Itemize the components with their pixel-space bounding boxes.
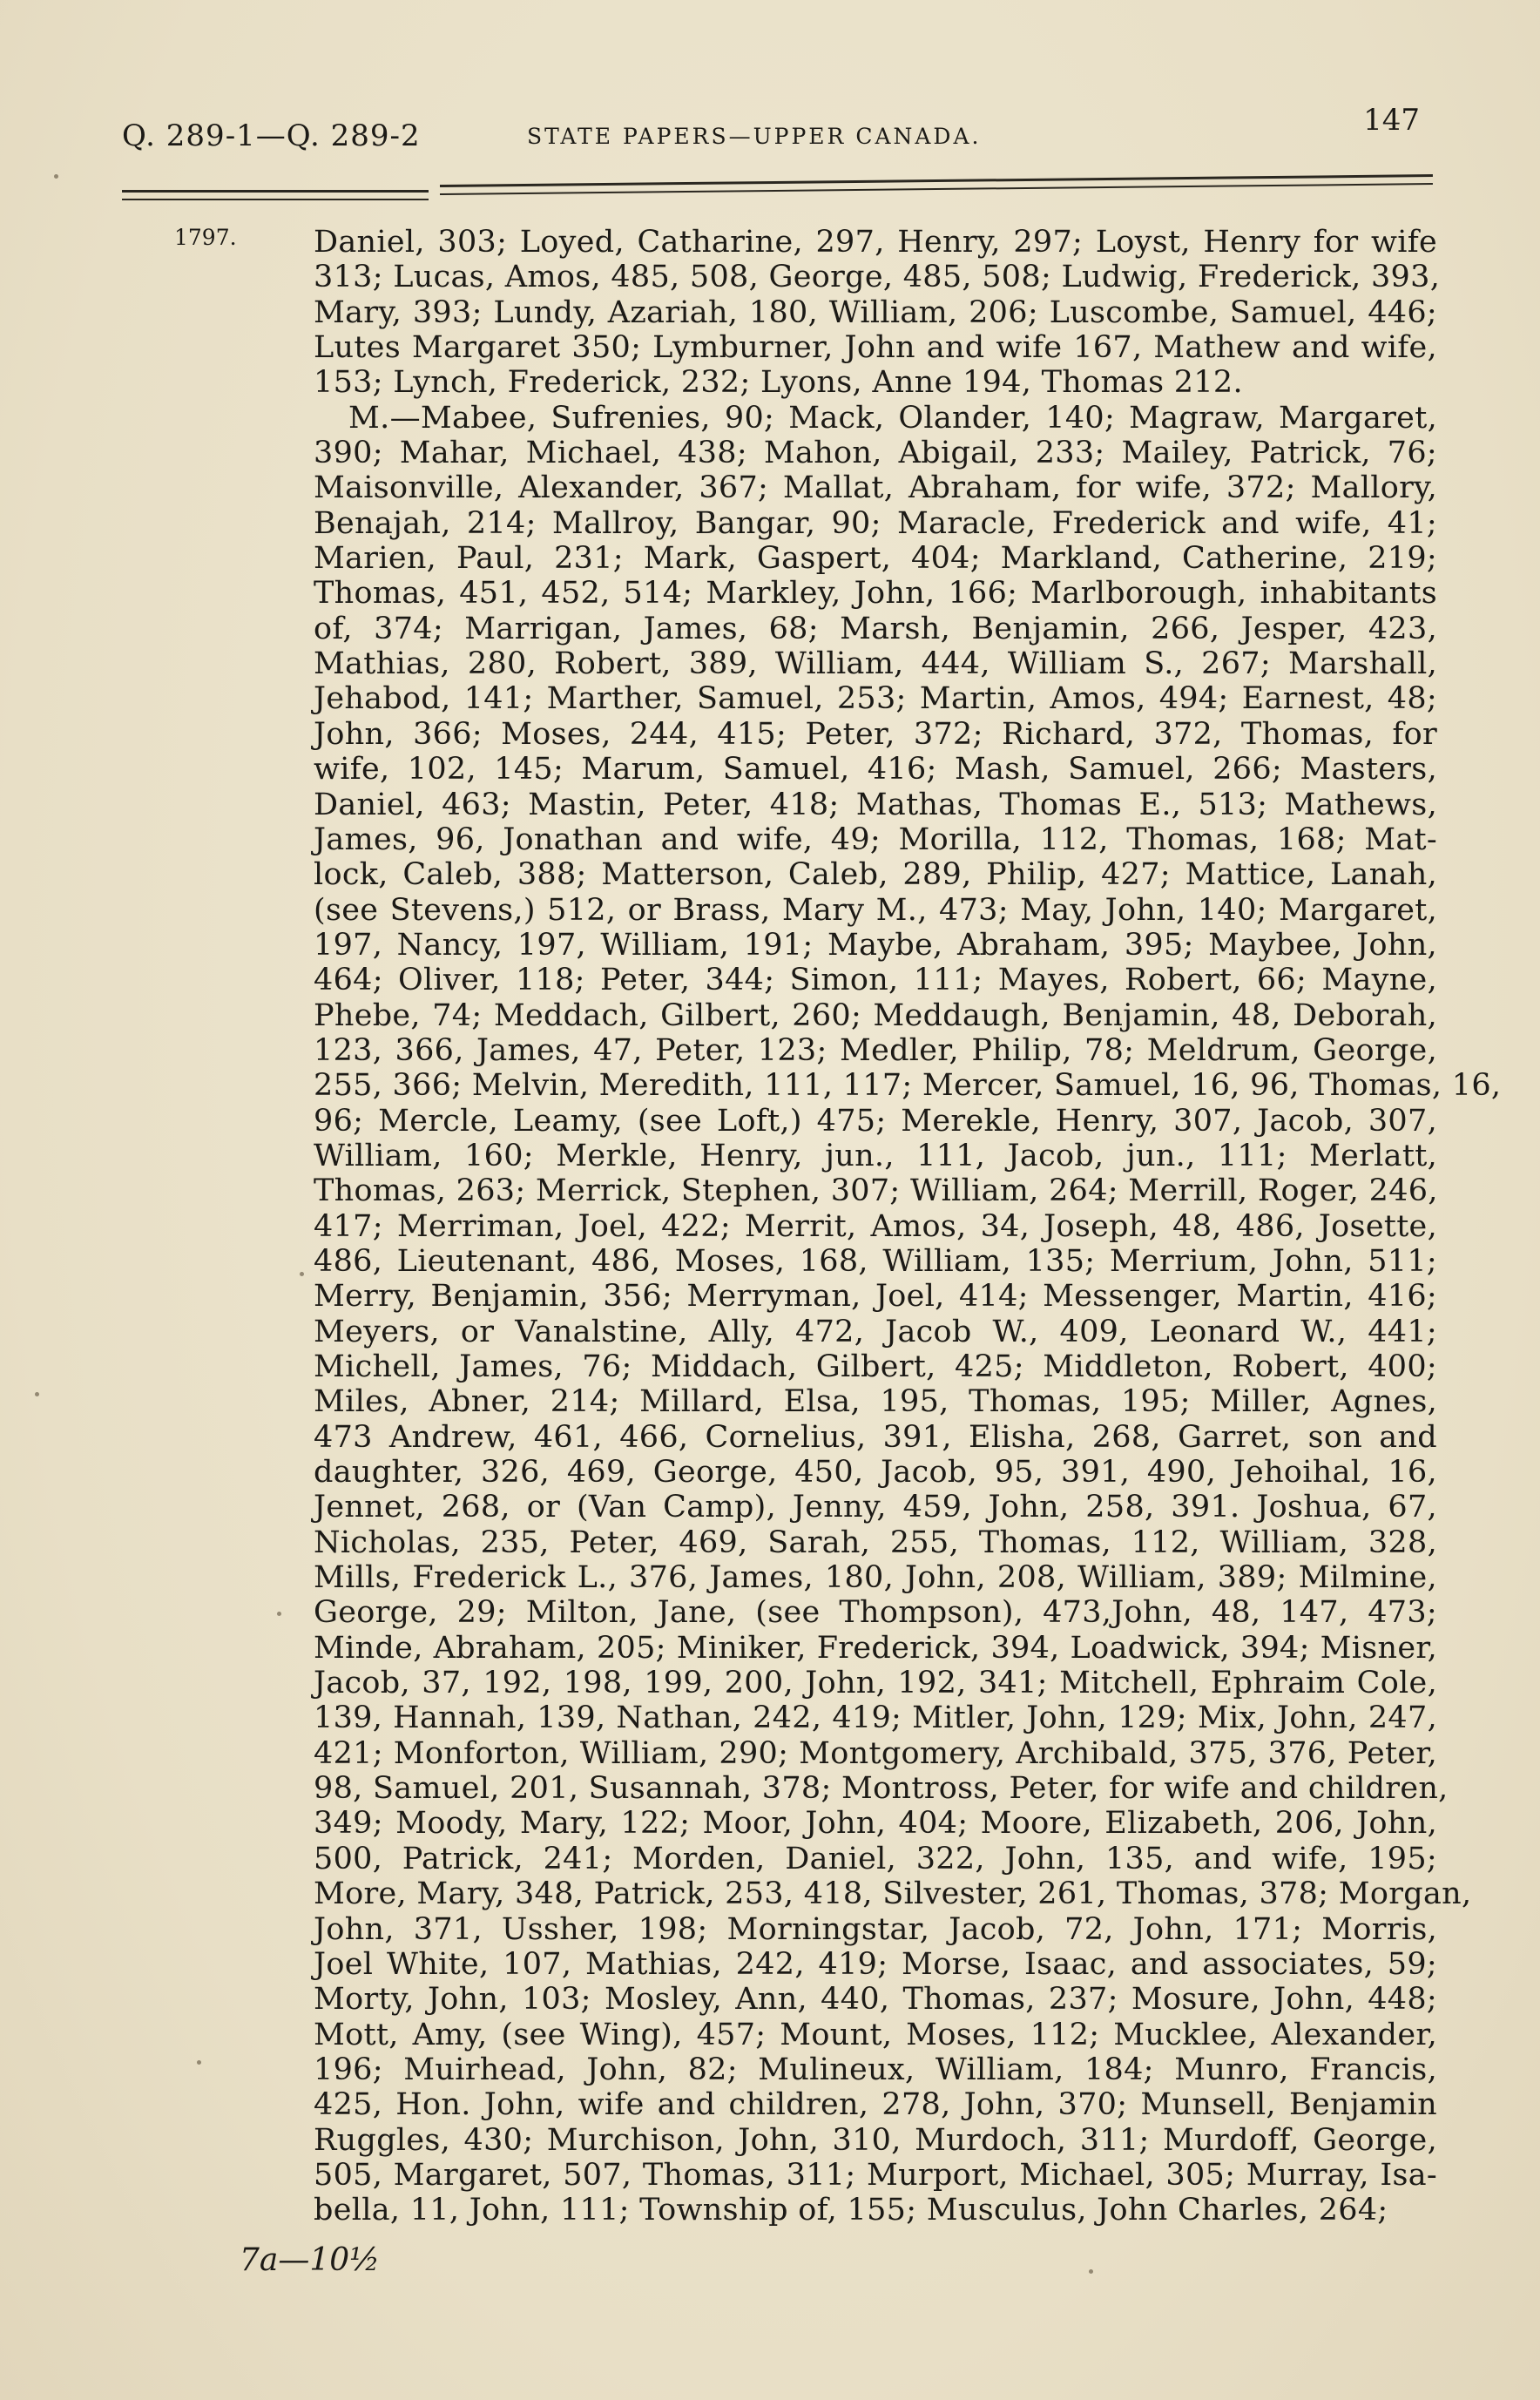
index-line: Mathias, 280, Robert, 389, William, 444, William S., 267; Marshall, — [314, 646, 1437, 682]
index-line: Meyers, or Vanalstine, Ally, 472, Jacob W., 409, Leonard W., 441; — [314, 1314, 1437, 1349]
index-line: Mary, 393; Lundy, Azariah, 180, William, 206; Luscombe, Samuel, 446; — [314, 294, 1437, 330]
index-line: 390; Mahar, Michael, 438; Mahon, Abigail, 233; Mailey, Patrick, 76; — [314, 436, 1437, 471]
paper-speck — [277, 1612, 281, 1616]
index-line: Lutes Margaret 350; Lymburner, John and wife 167, Mathew and wife, — [314, 330, 1437, 366]
index-line: 313; Lucas, Amos, 485, 508, George, 485, 508; Ludwig, Frederick, 393, — [314, 260, 1441, 295]
header-rule-left — [122, 190, 429, 193]
index-line: John, 371, Ussher, 198; Morningstar, Jacob, 72, John, 171; Morris, — [314, 1911, 1437, 1947]
index-line: Maisonville, Alexander, 367; Mallat, Abraham, for wife, 372; Mallory, — [314, 470, 1437, 506]
paper-speck — [54, 174, 58, 179]
index-line: 421; Monforton, William, 290; Montgomery, Archibald, 375, 376, Peter, — [314, 1735, 1437, 1771]
index-line: Morty, John, 103; Mosley, Ann, 440, Thomas, 237; Mosure, John, 448; — [314, 1982, 1437, 2018]
index-line: George, 29; Milton, Jane, (see Thompson), 473,John, 48, 147, 473; — [314, 1595, 1437, 1631]
index-line: 500, Patrick, 241; Morden, Daniel, 322, John, 135, and wife, 195; — [314, 1841, 1437, 1876]
signature-mark: 7a—10½ — [240, 2242, 381, 2278]
index-line: Merry, Benjamin, 356; Merryman, Joel, 414; Messenger, Martin, 416; — [314, 1279, 1437, 1315]
index-line: lock, Caleb, 388; Matterson, Caleb, 289, Philip, 427; Mattice, Lanah, — [314, 857, 1437, 893]
index-line: 196; Muirhead, John, 82; Mulineux, William, 184; Munro, Francis, — [314, 2052, 1437, 2087]
header-reference: Q. 289-1—Q. 289-2 — [122, 118, 421, 153]
index-line: Phebe, 74; Meddach, Gilbert, 260; Meddaugh, Benjamin, 48, Deborah, — [314, 997, 1437, 1033]
index-line: Ruggles, 430; Murchison, John, 310, Murdoch, 311; Murdoff, George, — [314, 2122, 1437, 2158]
index-line: 473 Andrew, 461, 466, Cornelius, 391, Elisha, 268, Garret, son and — [314, 1419, 1437, 1455]
index-line: 505, Margaret, 507, Thomas, 311; Murport, Michael, 305; Murray, Isa- — [314, 2157, 1437, 2193]
index-line: Jehabod, 141; Marther, Samuel, 253; Martin, Amos, 494; Earnest, 48; — [314, 681, 1437, 717]
index-line: More, Mary, 348, Patrick, 253, 418, Silvester, 261, Thomas, 378; Morgan, — [314, 1876, 1472, 1912]
header-rule-left-lower — [122, 199, 429, 200]
index-line: Benajah, 214; Mallroy, Bangar, 90; Maracle, Frederick and wife, 41; — [314, 505, 1437, 541]
index-line: 139, Hannah, 139, Nathan, 242, 419; Mitler, John, 129; Mix, John, 247, — [314, 1700, 1437, 1736]
paper-speck — [35, 1392, 39, 1396]
index-line: 197, Nancy, 197, William, 191; Maybe, Abraham, 395; Maybee, John, — [314, 927, 1437, 963]
index-line: 255, 366; Melvin, Meredith, 111, 117; Mercer, Samuel, 16, 96, Thomas, 16, — [314, 1068, 1502, 1104]
paper-speck — [197, 2060, 201, 2065]
index-line: 464; Oliver, 118; Peter, 344; Simon, 111; Mayes, Robert, 66; Mayne, — [314, 963, 1437, 998]
index-line: 349; Moody, Mary, 122; Moor, John, 404; Moore, Elizabeth, 206, John, — [314, 1806, 1437, 1842]
paper-speck — [300, 1272, 304, 1276]
index-line: Marien, Paul, 231; Mark, Gaspert, 404; Markland, Catherine, 219; — [314, 541, 1437, 577]
index-line: 96; Mercle, Leamy, (see Loft,) 475; Merekle, Henry, 307, Jacob, 307, — [314, 1103, 1437, 1139]
year-marker: 1797. — [174, 225, 237, 250]
index-line: (see Stevens,) 512, or Brass, Mary M., 473; May, John, 140; Margaret, — [314, 892, 1437, 928]
index-line: Daniel, 463; Mastin, Peter, 418; Mathas, Thomas E., 513; Mathews, — [314, 787, 1437, 822]
index-line: bella, 11, John, 111; Township of, 155; Musculus, John Charles, 264; — [314, 2193, 1388, 2228]
index-line: Thomas, 263; Merrick, Stephen, 307; William, 264; Merrill, Roger, 246, — [314, 1173, 1438, 1209]
paper-speck — [1089, 2269, 1093, 2274]
index-line: 425, Hon. John, wife and children, 278, John, 370; Munsell, Benjamin — [314, 2087, 1437, 2123]
index-line: John, 366; Moses, 244, 415; Peter, 372; Richard, 372, Thomas, for — [314, 716, 1437, 752]
index-line: Miles, Abner, 214; Millard, Elsa, 195, Thomas, 195; Miller, Agnes, — [314, 1384, 1437, 1420]
index-line: Michell, James, 76; Middach, Gilbert, 425; Middleton, Robert, 400; — [314, 1349, 1437, 1384]
index-line: Jennet, 268, or (Van Camp), Jenny, 459, John, 258, 391. Joshua, 67, — [314, 1490, 1437, 1525]
index-line: 153; Lynch, Frederick, 232; Lyons, Anne 194, Thomas 212. — [314, 365, 1243, 401]
index-line: 417; Merriman, Joel, 422; Merrit, Amos, 34, Joseph, 48, 486, Josette, — [314, 1208, 1437, 1244]
index-line: Jacob, 37, 192, 198, 199, 200, John, 192, 341; Mitchell, Ephraim Cole, — [314, 1666, 1437, 1701]
index-line: Nicholas, 235, Peter, 469, Sarah, 255, Thomas, 112, William, 328, — [314, 1525, 1437, 1560]
index-line: James, 96, Jonathan and wife, 49; Morilla, 112, Thomas, 168; Mat- — [314, 821, 1437, 857]
page-header — [122, 103, 1429, 164]
index-line: Mott, Amy, (see Wing), 457; Mount, Moses, 112; Mucklee, Alexander, — [314, 2017, 1437, 2052]
index-line: Joel White, 107, Mathias, 242, 419; Morse, Isaac, and associates, 59; — [314, 1946, 1437, 1982]
header-title: STATE PAPERS—UPPER CANADA. — [527, 124, 982, 149]
index-line: 123, 366, James, 47, Peter, 123; Medler, Philip, 78; Meldrum, George, — [314, 1032, 1437, 1068]
index-line: 98, Samuel, 201, Susannah, 378; Montross, Peter, for wife and children, — [314, 1771, 1449, 1807]
index-line: wife, 102, 145; Marum, Samuel, 416; Mash, Samuel, 266; Masters, — [314, 752, 1437, 788]
index-line: Daniel, 303; Loyed, Catharine, 297, Henry, 297; Loyst, Henry for wife — [314, 225, 1437, 260]
index-line: William, 160; Merkle, Henry, jun., 111, Jacob, jun., 111; Merlatt, — [314, 1138, 1437, 1173]
page-number: 147 — [1363, 103, 1420, 138]
index-line: daughter, 326, 469, George, 450, Jacob, 95, 391, 490, Jehoihal, 16, — [314, 1455, 1437, 1491]
index-line: of, 374; Marrigan, James, 68; Marsh, Benjamin, 266, Jesper, 423, — [314, 611, 1437, 646]
index-line: Mills, Frederick L., 376, James, 180, John, 208, William, 389; Milmine, — [314, 1560, 1437, 1596]
index-line: Thomas, 451, 452, 514; Markley, John, 166; Marlborough, inhabitants — [314, 576, 1437, 612]
index-line: Minde, Abraham, 205; Miniker, Frederick, 394, Loadwick, 394; Misner, — [314, 1630, 1437, 1666]
index-line: M.—Mabee, Sufrenies, 90; Mack, Olander, 140; Magraw, Margaret, — [348, 400, 1437, 436]
index-text — [314, 225, 1502, 2228]
index-line: 486, Lieutenant, 486, Moses, 168, William, 135; Merrium, John, 511; — [314, 1243, 1437, 1279]
